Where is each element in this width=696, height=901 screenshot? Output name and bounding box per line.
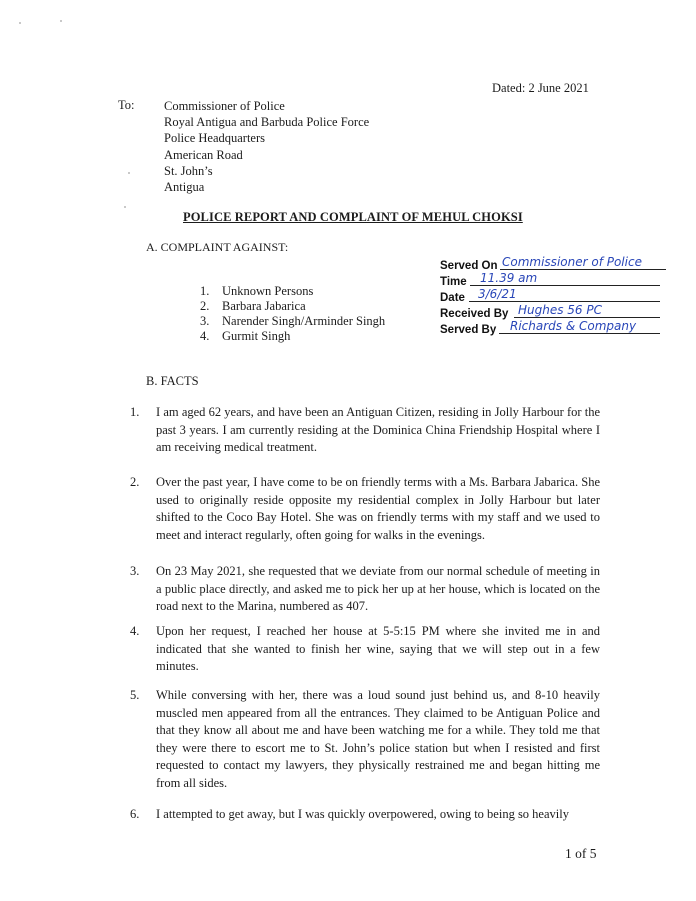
list-text: Barbara Jabarica (222, 299, 306, 313)
page-number: 1 of 5 (565, 846, 597, 861)
paragraph-text: I attempted to get away, but I was quickly overpowered, owing to being so heavily (156, 807, 569, 821)
address-line: Antigua (164, 180, 205, 195)
fact-paragraph (130, 474, 600, 544)
scan-speck (19, 22, 21, 24)
list-number: 3. (200, 314, 210, 328)
paragraph-number: 4. (130, 624, 140, 638)
stamp-label: Served On (440, 260, 498, 272)
fact-paragraph (130, 404, 600, 457)
paragraph-text: On 23 May 2021, she requested that we deviate from our normal schedule of meeting in a public place directly, and asked me to pick her up at her house, which is located on the road next to the Marina, numbered as 407. (156, 564, 600, 614)
stamp-underline (470, 285, 660, 286)
document-date: Dated: 2 June 2021 (492, 81, 589, 95)
handwritten-value: 3/6/21 (478, 287, 517, 301)
stamp-label: Date (440, 292, 465, 304)
complaint-against-list (200, 284, 385, 344)
list-item (200, 314, 385, 329)
address-line: Police Headquarters (164, 131, 266, 146)
recipient-address (164, 98, 369, 195)
fact-paragraph (130, 563, 600, 616)
stamp-label: Time (440, 276, 467, 288)
list-item (200, 329, 385, 344)
list-number: 2. (200, 299, 210, 313)
paragraph-text: While conversing with her, there was a loud sound just behind us, and 8-10 heavily muscled men appeared from all the entrances. They claimed to be Antiguan Police and that they know all about me and have been watching me for a while. They told me that they were there to escort me to St. John’s police station but when I resisted and first requested to contact my lawyers, they physically restrained me and began hitting me from all sides. (156, 688, 600, 790)
paragraph-number: 2. (130, 475, 140, 489)
document-title: POLICE REPORT AND COMPLAINT OF MEHUL CHOKSI (183, 210, 523, 224)
scan-speck (128, 172, 130, 174)
section-a-heading: A. COMPLAINT AGAINST: (146, 240, 289, 254)
paragraph-number: 5. (130, 688, 140, 702)
paragraph-number: 6. (130, 807, 140, 821)
list-text: Narender Singh/Arminder Singh (222, 314, 386, 328)
stamp-label: Served By (440, 324, 497, 336)
scan-speck (60, 20, 62, 22)
fact-paragraph (130, 806, 600, 824)
list-item (200, 284, 385, 299)
list-text: Unknown Persons (222, 284, 314, 298)
fact-paragraph (130, 623, 600, 676)
handwritten-value: Hughes 56 PC (518, 303, 602, 317)
paragraph-text: Upon her request, I reached her house at 5-5:15 PM where she invited me in and indicated that she wanted to finish her wine, saying that we will step out in a few minutes. (156, 624, 600, 674)
address-line: American Road (164, 147, 243, 162)
address-line: St. John’s (164, 163, 213, 178)
paragraph-text: Over the past year, I have come to be on friendly terms with a Ms. Barbara Jabarica. She used to originally reside opposite my residential complex in Jolly Harbour but later shifted to the Coco Bay Hotel. She was on friendly terms with my staff and we used to meet and interact regularly, often going for walks in the evenings. (156, 475, 600, 542)
handwritten-value: Richards & Company (510, 319, 637, 333)
paragraph-number: 1. (130, 405, 140, 419)
list-item (200, 299, 385, 314)
handwritten-value: 11.39 am (480, 271, 538, 285)
list-text: Gurmit Singh (222, 329, 291, 343)
scan-speck (124, 206, 126, 208)
section-b-heading: B. FACTS (146, 374, 199, 388)
list-number: 4. (200, 329, 210, 343)
handwritten-value: Commissioner of Police (502, 255, 642, 269)
address-line: Royal Antigua and Barbuda Police Force (164, 115, 370, 130)
stamp-underline (514, 317, 660, 318)
stamp-underline (499, 333, 660, 334)
stamp-label: Received By (440, 308, 509, 320)
to-label: To: (118, 98, 135, 112)
paragraph-text: I am aged 62 years, and have been an Antiguan Citizen, residing in Jolly Harbour for the past 3 years. I am currently residing at the Dominica China Friendship Hospital where I am receiving medical treatment. (156, 405, 600, 455)
stamp-underline (469, 301, 660, 302)
list-number: 1. (200, 284, 210, 298)
paragraph-number: 3. (130, 564, 140, 578)
stamp-underline (500, 269, 666, 270)
fact-paragraph (130, 687, 600, 793)
address-line: Commissioner of Police (164, 99, 285, 113)
